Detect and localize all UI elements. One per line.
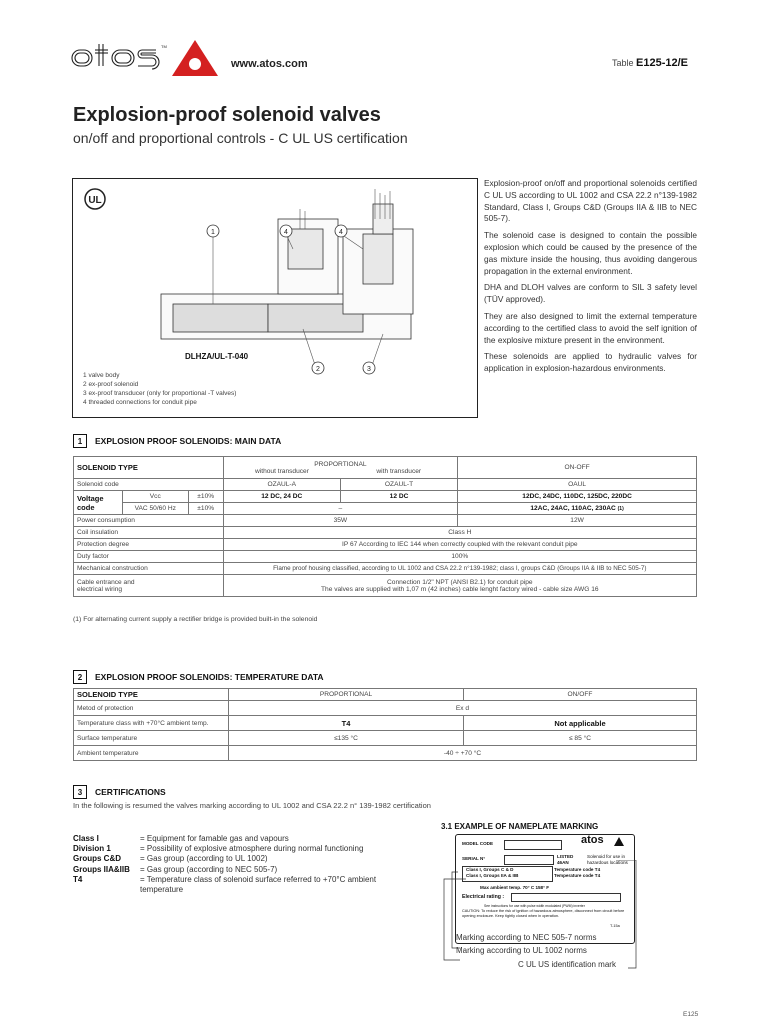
np-temp-codes: Temperature code T4 Temperature code T4	[554, 867, 601, 878]
cell: OZAUL-A	[223, 479, 340, 491]
temperature-table	[73, 688, 697, 761]
cell: Class H	[223, 527, 696, 539]
definition-item: Division 1 = Possibility of explosive atmosphere during normal functioning	[73, 844, 364, 854]
intro-paragraph: DHA and DLOH valves are conform to SIL 3 safety level (TÜV approved).	[484, 282, 697, 305]
atos-logo	[70, 38, 220, 78]
cell: Vcc	[122, 491, 188, 503]
section-title: EXPLOSION PROOF SOLENOIDS: MAIN DATA	[95, 436, 282, 446]
section-2-heading	[73, 670, 324, 684]
np-serial-label: SERIAL N°	[462, 856, 486, 861]
website-link[interactable]: www.atos.com	[231, 58, 308, 70]
np-ambient: Max ambient temp. 70° C 158° F	[480, 885, 550, 890]
row-label: Power consumption	[74, 515, 224, 527]
col-header-proportional: PROPORTIONAL without transducer with transducer	[223, 457, 458, 479]
row-label: Coil insulation	[74, 527, 224, 539]
cell: ±10%	[188, 491, 223, 503]
row-label: Cable entrance and electrical wiring	[74, 575, 224, 597]
cell: 12AC, 24AC, 110AC, 230AC (1)	[458, 503, 697, 515]
ul-icon	[85, 189, 105, 209]
row-label: Temperature class with +70°C ambient temp.	[74, 716, 229, 731]
cell: OAUL	[458, 479, 697, 491]
np-caution: CAUTION: To reduce the risk of ignition of hazardous atmosphere, disconnect from circuit before opening enclosure. Keep tightly closed when in operation.	[462, 909, 625, 918]
table-code: E125-12/E	[636, 57, 689, 69]
cell: ≤135 °C	[229, 731, 464, 746]
callout-2: 2	[316, 366, 320, 373]
col-header: ON/OFF	[464, 689, 697, 701]
definition-item: T4 = Temperature class of solenoid surface referred to +70°C ambient temperature	[73, 874, 377, 895]
np-atos-logo: atos	[581, 834, 604, 846]
legend-item: 1 valve body	[83, 372, 120, 379]
certification-intro: In the following is resumed the valves marking according to UL 1002 and CSA 22.2 n° 139-1982 certification	[73, 801, 431, 810]
row-label: Ambient temperature	[74, 746, 229, 761]
cell: T4	[229, 716, 464, 731]
row-label: Surface temperature	[74, 731, 229, 746]
np-instruction: See instructions for use with pulse width modulated (PWM) inverter	[484, 904, 585, 908]
svg-text:UL: UL	[88, 195, 102, 206]
page-subtitle: on/off and proportional controls - C UL US certification	[73, 130, 408, 146]
page-footer: E125	[683, 1011, 699, 1018]
intro-paragraph: They are also designed to limit the external temperature according to the certified class to avoid the self ignition of the explosive mixture present in the environment.	[484, 310, 697, 345]
col-header: SOLENOID TYPE	[74, 457, 224, 479]
definition-item: Groups C&D = Gas group (according to UL 1002)	[73, 854, 268, 864]
valve-figure	[72, 178, 478, 418]
row-label: Protection degree	[74, 539, 224, 551]
definition-item: Class I = Equipment for famable gas and vapours	[73, 834, 289, 843]
cell: Flame proof housing classified, according to UL 1002 and CSA 22.2 n°139-1982; class I, groups C&D (Groups IIA & IIB to NEC 505-7)	[223, 563, 696, 575]
cell: 12DC, 24DC, 110DC, 125DC, 220DC	[458, 491, 697, 503]
np-model-label: MODEL CODE	[462, 841, 494, 846]
cell: VAC 50/60 Hz	[122, 503, 188, 515]
figure-model: DLHZA/UL-T-040	[185, 352, 249, 361]
section-3-heading	[73, 785, 166, 799]
callout-4a: 4	[284, 229, 288, 236]
svg-text:TM: TM	[161, 44, 167, 49]
section-number: 3	[73, 785, 87, 799]
marking-cul: C UL US identification mark	[518, 960, 616, 969]
cell: 100%	[223, 551, 696, 563]
col-header: PROPORTIONAL	[229, 689, 464, 701]
row-label: Duty factor	[74, 551, 224, 563]
footnote: (1) For alternating current supply a rectifier bridge is provided built-in the solenoid	[73, 616, 318, 623]
callout-1: 1	[211, 229, 215, 236]
cell: –	[223, 503, 458, 515]
section-1-heading	[73, 434, 281, 448]
np-triangle-icon	[614, 837, 624, 846]
cell: OZAUL-T	[340, 479, 457, 491]
intro-paragraph: Explosion-proof on/off and proportional solenoids certified C UL US according to UL 1002 and CSA 22.2 n°139-1982 Standard, Class I, Groups C&D (Groups IIA & IIB to NEC 505-7).	[484, 178, 697, 224]
np-model-box	[504, 840, 562, 850]
section-number: 1	[73, 434, 87, 448]
row-label: Metod of protection	[74, 701, 229, 716]
intro-text	[484, 178, 697, 380]
figure-legend	[83, 371, 236, 407]
cell: Ex d	[229, 701, 697, 716]
cell: 35W	[223, 515, 458, 527]
class-definitions	[73, 834, 400, 895]
cell: 12 DC	[340, 491, 457, 503]
row-label: Mechanical construction	[74, 563, 224, 575]
np-class-box: Class I, Groups C & D Class I, Groups IIA & IIB	[462, 866, 553, 882]
page-title: Explosion-proof solenoid valves	[73, 104, 381, 126]
cell: -40 ÷ +70 °C	[229, 746, 697, 761]
section-title: EXPLOSION PROOF SOLENOIDS: TEMPERATURE DATA	[95, 672, 324, 682]
legend-item: 2 ex-proof solenoid	[83, 381, 139, 388]
cell: 12 DC, 24 DC	[223, 491, 340, 503]
marking-ul: Marking according to UL 1002 norms	[456, 946, 587, 955]
np-use: Solenoid for use in hazardous locations	[587, 854, 628, 865]
main-data-table	[73, 456, 697, 597]
intro-paragraph: The solenoid case is designed to contain the possible explosion which could be caused by the presence of the gas mixture inside the housing, thus avoiding dangerous propagation in the external environment.	[484, 230, 697, 276]
table-reference	[612, 57, 688, 69]
cell: Not applicable	[464, 716, 697, 731]
np-code: T-15a	[610, 924, 620, 928]
np-listed: LISTED 46AN	[557, 854, 574, 865]
definition-item: Groups IIA&IIB = Gas group (according to NEC 505-7)	[73, 864, 278, 874]
intro-paragraph: These solenoids are applied to hydraulic valves for application in explosion-hazardous environments.	[484, 351, 697, 374]
callout-4b: 4	[339, 229, 343, 236]
cell: IP 67 According to IEC 144 when correctly coupled with the relevant conduit pipe	[223, 539, 696, 551]
col-header: SOLENOID TYPE	[74, 689, 229, 701]
cell: Connection 1/2" NPT (ANSI B2.1) for conduit pipe The valves are supplied with 1,07 m (42 inches) cable lenght factory wired - cable size AWG 16	[223, 575, 696, 597]
legend-item: 4 threaded connections for conduit pipe	[83, 399, 197, 406]
row-label: Voltage code	[74, 491, 123, 515]
legend-item: 3 ex-proof transducer (only for proportional -T valves)	[83, 390, 237, 397]
col-header: ON-OFF	[458, 457, 697, 479]
table-prefix: Table	[612, 58, 634, 68]
np-rating: Electrical rating :	[462, 894, 505, 900]
cell: ±10%	[188, 503, 223, 515]
cell: 12W	[458, 515, 697, 527]
nameplate-title: 3.1 EXAMPLE OF NAMEPLATE MARKING	[441, 822, 599, 831]
row-label: Solenoid code	[74, 479, 224, 491]
section-number: 2	[73, 670, 87, 684]
cell: ≤ 85 °C	[464, 731, 697, 746]
marking-nec: Marking according to NEC 505-7 norms	[456, 933, 597, 942]
section-title: CERTIFICATIONS	[95, 787, 166, 797]
callout-3: 3	[367, 366, 371, 373]
